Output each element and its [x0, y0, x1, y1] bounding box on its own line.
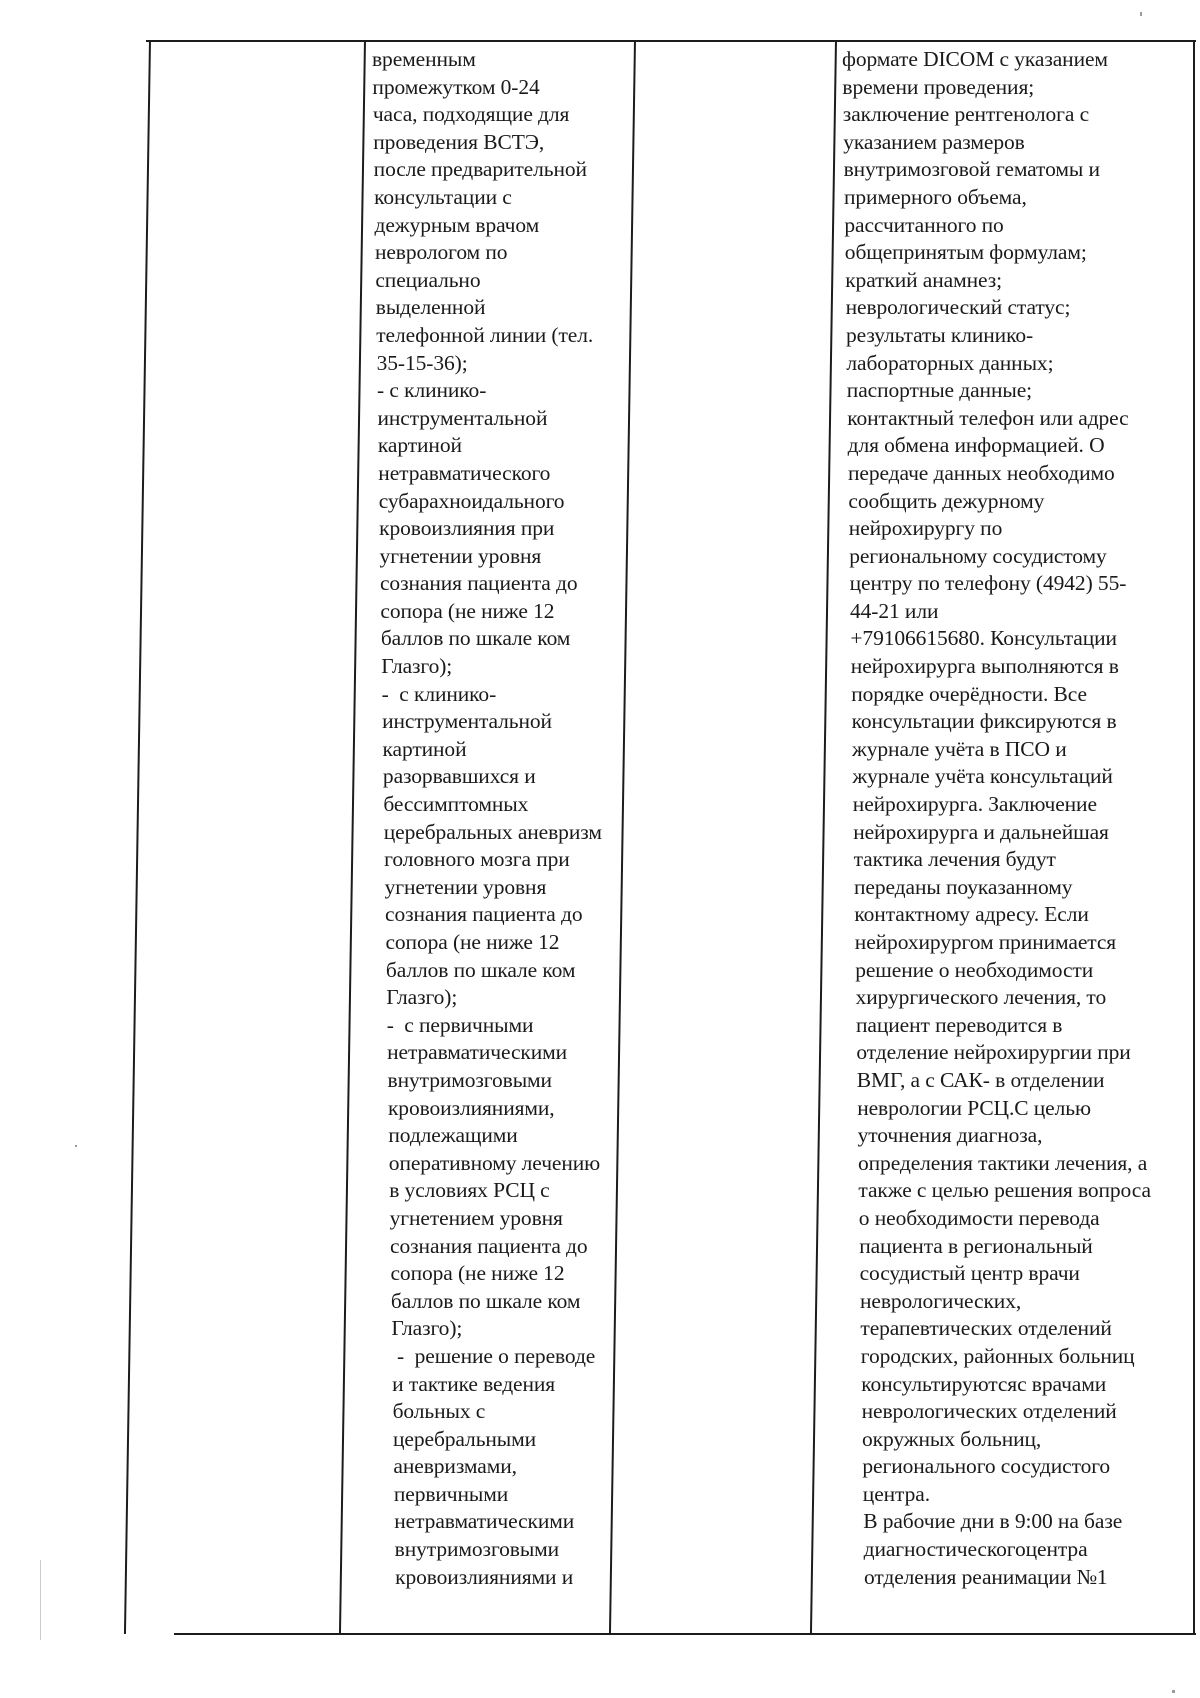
text-line: окружных больниц, — [862, 1426, 1042, 1451]
text-line: рассчитанного по — [844, 212, 1004, 237]
text-line: центру по телефону (4942) 55- — [849, 571, 1127, 596]
text-line: нейрохирурга выполняются в — [850, 654, 1119, 679]
text-line: контактный телефон или адрес — [847, 405, 1129, 430]
text-line: сознания пациента до — [379, 571, 578, 596]
text-line: решение о необходимости — [855, 957, 1094, 982]
text-line: внутримозговыми — [394, 1537, 560, 1562]
text-line: для обмена информацией. О — [847, 433, 1105, 458]
text-line: краткий анамнез; — [845, 267, 1002, 292]
text-line: 35-15-36); — [376, 350, 468, 375]
text-line: нейрохирургом принимается — [854, 930, 1117, 954]
text-line: временным — [372, 47, 476, 71]
text-line: консультируютсяс врачами — [861, 1371, 1107, 1396]
text-line: кровоизлияниями, — [387, 1095, 555, 1120]
text-line: указанием размеров — [843, 129, 1025, 154]
text-line: неврологических, — [860, 1288, 1022, 1313]
text-line: разорвавшихся и — [382, 764, 536, 789]
text-line: пациент переводится в — [856, 1012, 1063, 1037]
scan-speck — [1172, 1690, 1175, 1693]
text-line: телефонной линии (тел. — [376, 322, 594, 347]
text-line: первичными — [393, 1481, 509, 1506]
text-line: консультации фиксируются в — [851, 709, 1117, 734]
table-column-divider-1 — [339, 40, 366, 1634]
text-line: сообщить дежурному — [848, 488, 1045, 513]
text-line: баллов по шкале ком — [380, 626, 571, 651]
text-line: времени проведения; — [842, 74, 1035, 99]
text-line: Глазго); — [381, 654, 453, 679]
text-line: результаты клинико- — [846, 322, 1034, 347]
text-line: сопора (не ниже 12 — [385, 930, 560, 954]
text-line: региональному сосудистому — [849, 543, 1107, 568]
text-line: дежурным врачом — [374, 212, 540, 237]
text-line: Глазго); — [391, 1316, 463, 1341]
text-line: контактному адресу. Если — [854, 902, 1089, 927]
text-line: после предварительной — [373, 157, 587, 182]
text-line: - с клинико- — [377, 378, 487, 403]
text-line: картиной — [382, 736, 467, 761]
text-line: нейрохирурга и дальнейшая — [853, 819, 1109, 844]
text-line: сосудистый центр врачи — [859, 1261, 1080, 1286]
text-line: порядке очерёдности. Все — [851, 681, 1087, 706]
text-line: подлежащими — [388, 1123, 518, 1148]
table-column-divider-3 — [810, 40, 837, 1634]
text-line: диагностическогоцентра — [863, 1537, 1088, 1562]
text-line: неврологических отделений — [861, 1399, 1117, 1424]
text-line: отделения реанимации №1 — [864, 1564, 1108, 1589]
text-line: субарахноидального — [378, 488, 565, 513]
text-line: регионального сосудистого — [862, 1454, 1111, 1479]
text-line: отделение нейрохирургии при — [856, 1040, 1131, 1065]
text-line: тактика лечения будут — [853, 847, 1056, 872]
text-line: кровоизлияния при — [379, 516, 555, 541]
text-line: передаче данных необходимо — [848, 460, 1115, 485]
text-line: церебральными — [393, 1426, 537, 1451]
text-line: в условиях РСЦ с — [389, 1178, 550, 1203]
text-line: угнетении уровня — [379, 543, 542, 568]
text-line: баллов по шкале ком — [385, 957, 576, 982]
text-line: городских, районных больниц — [860, 1343, 1135, 1368]
column-4-text — [842, 46, 1192, 1591]
text-line: заключение рентгенолога с — [842, 102, 1090, 127]
text-line: баллов по шкале ком — [390, 1288, 581, 1313]
text-line: внутримозговыми — [387, 1067, 552, 1092]
text-line: Глазго); — [386, 985, 458, 1010]
table-left-border — [124, 40, 151, 1634]
text-line: неврологии РСЦ.С целью — [857, 1095, 1091, 1120]
text-line: хирургического лечения, то — [855, 985, 1107, 1010]
text-line: оперативному лечению — [388, 1150, 601, 1175]
text-line: бессимптомных — [383, 792, 529, 817]
text-line: примерного объема, — [844, 184, 1027, 209]
text-line: формате DICOM с указанием — [842, 47, 1108, 71]
text-line: В рабочие дни в 9:00 на базе — [863, 1509, 1123, 1534]
text-line: сопора (не ниже 12 — [390, 1261, 565, 1286]
text-line: инструментальной — [377, 405, 548, 430]
text-line: неврологом по — [374, 240, 508, 265]
text-line: промежутком 0-24 — [372, 74, 540, 99]
text-line: консультации с — [374, 184, 512, 209]
text-line: выделенной — [375, 295, 486, 320]
text-line: кровоизлияниями и — [395, 1564, 574, 1589]
text-line: +79106615680. Консультации — [850, 626, 1117, 651]
text-line: о необходимости перевода — [858, 1205, 1100, 1230]
scan-speck — [40, 1560, 41, 1640]
scan-speck — [75, 1145, 77, 1147]
text-line: сознания пациента до — [385, 902, 583, 927]
text-line: переданы поуказанному — [854, 874, 1073, 899]
table-top-border — [146, 40, 1196, 42]
text-line: сопора (не ниже 12 — [380, 598, 555, 623]
text-line: журнале учёта в ПСО и — [852, 736, 1067, 761]
text-line: - с клинико- — [381, 681, 497, 706]
text-line: также с целью решения вопроса — [858, 1178, 1151, 1203]
text-line: - решение о переводе — [391, 1343, 596, 1368]
text-line: лабораторных данных; — [846, 350, 1054, 375]
text-line: аневризмами, — [393, 1454, 517, 1479]
text-line: специально — [375, 267, 481, 292]
text-line: 44-21 или — [850, 598, 939, 623]
text-line: угнетением уровня — [389, 1205, 563, 1230]
text-line: сознания пациента до — [390, 1233, 588, 1258]
text-line: нетравматическими — [387, 1040, 568, 1065]
text-line: нетравматическими — [394, 1509, 575, 1534]
text-line: нетравматического — [378, 460, 551, 485]
text-line: церебральных аневризм — [383, 819, 602, 844]
text-line: определения тактики лечения, а — [858, 1150, 1148, 1175]
text-line: головного мозга при — [384, 847, 570, 872]
text-line: паспортные данные; — [846, 378, 1033, 403]
text-line: центра. — [862, 1481, 930, 1506]
text-line: журнале учёта консультаций — [852, 764, 1113, 789]
column-2-text — [372, 46, 632, 1591]
text-line: нейрохирургу по — [848, 516, 1003, 541]
text-line: проведения ВСТЭ, — [373, 129, 545, 154]
text-line: часа, подходящие для — [372, 102, 570, 127]
text-line: пациента в региональный — [859, 1233, 1093, 1258]
text-line: внутримозговой гематомы и — [843, 157, 1100, 182]
text-line: уточнения диагноза, — [857, 1123, 1043, 1148]
text-line: и тактике ведения — [392, 1371, 556, 1396]
text-line: нейрохирурга. Заключение — [852, 792, 1097, 817]
table-bottom-border — [174, 1633, 1196, 1635]
text-line: неврологический статус; — [845, 295, 1071, 320]
text-line: инструментальной — [382, 709, 552, 734]
text-line: - с первичными — [386, 1012, 534, 1037]
scan-speck — [1140, 12, 1142, 16]
text-line: больных с — [392, 1399, 486, 1424]
text-line: картиной — [377, 433, 462, 458]
text-line: терапевтических отделений — [860, 1316, 1112, 1341]
text-line: ВМГ, а с САК- в отделении — [856, 1067, 1105, 1092]
text-line: угнетении уровня — [384, 874, 547, 899]
text-line: общепринятым формулам; — [844, 240, 1087, 265]
